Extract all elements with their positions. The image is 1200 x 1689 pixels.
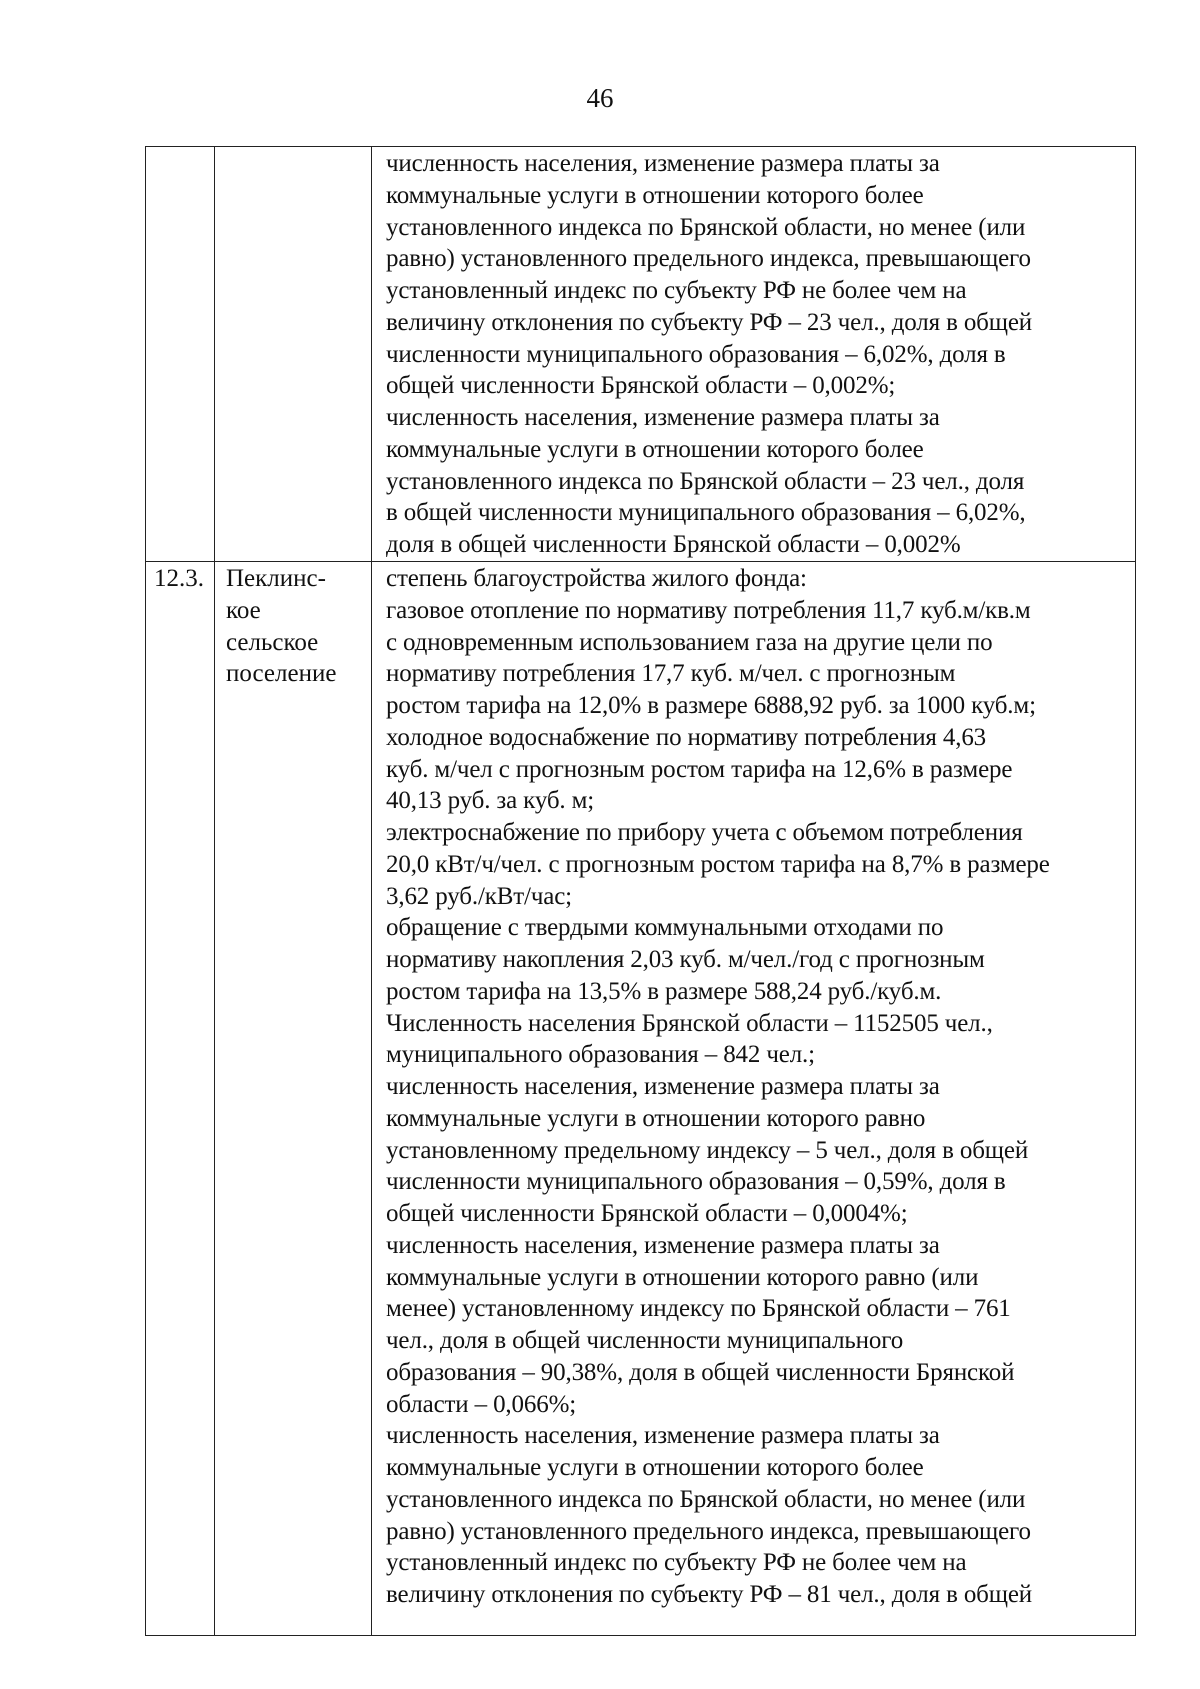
municipality-name [215,562,371,690]
text-line: ростом тарифа на 12,0% в размере 6888,92 руб. за 1000 куб.м; [386,692,1036,719]
text-line: коммунальные услуги в отношении которого более [386,1454,924,1481]
text-line: численности муниципального образования – 6,02%, доля в [386,340,1006,368]
text-line: величину отклонения по субъекту РФ – 23 чел., доля в общей [386,308,1033,336]
row-number-cell [146,147,215,561]
municipality-cell [215,147,372,561]
text-line: установленного индекса по Брянской области, но менее (или [386,1485,1026,1513]
text-line: чел., доля в общей численности муниципального [386,1327,904,1354]
text-line: установленного индекса по Брянской области, но менее (или [386,213,1026,241]
municipality-cell [215,562,372,1635]
text-line: коммунальные услуги в отношении которого более [386,181,924,209]
text-line: численности муниципального образования – 0,59%, доля в [386,1168,1006,1196]
row-number-cell [146,562,215,1635]
text-line: численность населения, изменение размера платы за [386,150,940,177]
text-line: численность населения, изменение размера платы за [386,1231,940,1259]
text-line: образования – 90,38%, доля в общей численности Брянской [386,1358,1015,1386]
text-line: электроснабжение по прибору учета с объемом потребления [386,819,1023,846]
text-line: области – 0,066%; [386,1390,577,1418]
description-cell [372,562,1135,1635]
text-line: куб. м/чел с прогнозным ростом тарифа на 12,6% в размере [386,755,1013,783]
row-number: 12.3. [154,565,204,592]
text-line: степень благоустройства жилого фонда: [386,565,807,592]
text-line: нормативу потребления 17,7 куб. м/чел. с прогнозным [386,660,956,688]
text-line: установленного индекса по Брянской области – 23 чел., доля [386,467,1025,495]
text-line: коммунальные услуги в отношении которого равно [386,1104,926,1132]
text-line: доля в общей численности Брянской области – 0,002% [386,531,961,558]
row-number [146,147,214,148]
table-row [146,562,1135,1635]
description-cell [372,147,1135,561]
text-line: ростом тарифа на 13,5% в размере 588,24 руб./куб.м. [386,977,942,1005]
text-line: нормативу накопления 2,03 куб. м/чел./год с прогнозным [386,946,985,973]
text-line: 20,0 кВт/ч/чел. с прогнозным ростом тарифа на 8,7% в размере [386,850,1050,878]
text-line: общей численности Брянской области – 0,002%; [386,372,896,400]
text-line: менее) установленному индексу по Брянской области – 761 [386,1295,1011,1323]
description-text [386,148,1135,561]
municipality-name [215,147,371,148]
text-line: сельское [226,628,319,656]
text-line: 40,13 руб. за куб. м; [386,787,595,815]
text-line: кое [226,596,261,624]
text-line: численность населения, изменение размера платы за [386,404,940,431]
text-line: численность населения, изменение размера платы за [386,1422,940,1450]
text-line: холодное водоснабжение по нормативу потребления 4,63 [386,723,987,751]
text-line: 3,62 руб./кВт/час; [386,882,572,910]
text-line: обращение с твердыми коммунальными отходами по [386,914,944,942]
page-number: 46 [586,83,614,113]
table-row [146,147,1135,562]
description-text [386,563,1135,1611]
text-line: установленному предельному индексу – 5 чел., доля в общей [386,1136,1029,1164]
text-line: коммунальные услуги в отношении которого равно (или [386,1263,979,1291]
text-line: муниципального образования – 842 чел.; [386,1041,815,1069]
text-line: численность населения, изменение размера платы за [386,1073,940,1100]
text-line: установленный индекс по субъекту РФ не более чем на [386,277,967,304]
text-line: установленный индекс по субъекту РФ не более чем на [386,1549,967,1577]
text-line: коммунальные услуги в отношении которого более [386,435,924,463]
text-line: поселение [226,660,337,688]
text-line: равно) установленного предельного индекса, превышающего [386,1517,1031,1545]
text-line: в общей численности муниципального образования – 6,02%, [386,499,1026,527]
text-line: газовое отопление по нормативу потребления 11,7 куб.м/кв.м [386,596,1031,624]
text-line: Численность населения Брянской области – 1152505 чел., [386,1009,993,1037]
text-line: Пеклинс- [226,565,326,592]
text-line: величину отклонения по субъекту РФ – 81 чел., доля в общей [386,1581,1033,1608]
text-line: с одновременным использованием газа на другие цели по [386,628,993,656]
text-line: общей численности Брянской области – 0,0004%; [386,1200,908,1227]
text-line: равно) установленного предельного индекса, превышающего [386,245,1031,273]
data-table [145,146,1136,1636]
